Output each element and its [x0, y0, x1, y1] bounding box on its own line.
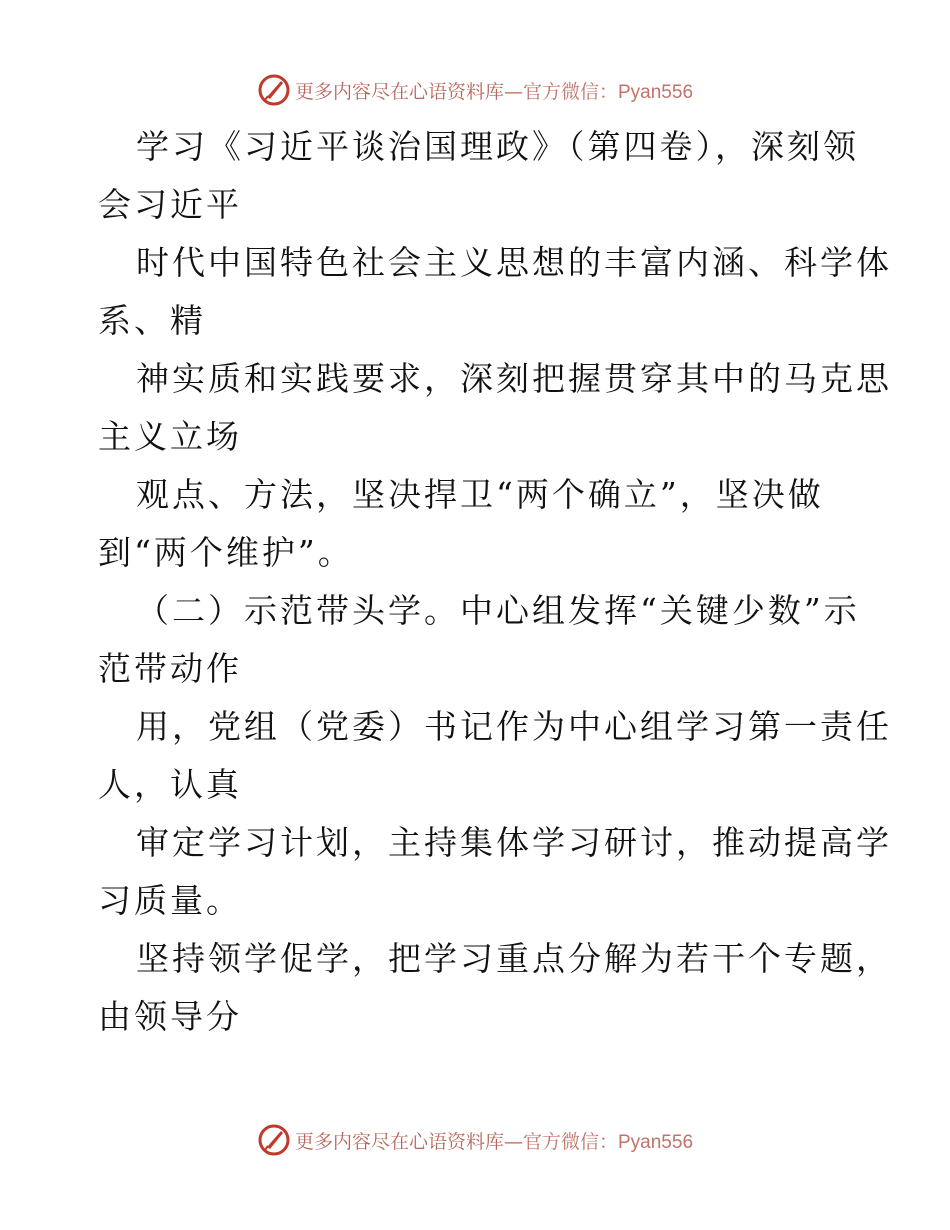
header-banner — [0, 70, 950, 110]
text-line: 观点、方法，坚决捍卫“两个确立”，坚决做 — [136, 475, 824, 514]
text-line: 主义立场 — [98, 417, 242, 456]
quill-logo-icon — [257, 1123, 291, 1157]
text-line: （二）示范带头学。中心组发挥“关键少数”示 — [136, 591, 860, 630]
text-line: 时代中国特色社会主义思想的丰富内涵、科学体 — [136, 243, 892, 282]
text-line: 学习《习近平谈治国理政》（第四卷），深刻领 — [136, 127, 859, 166]
text-line: 坚持领学促学，把学习重点分解为若干个专题， — [136, 939, 892, 978]
banner-wechat: 官方微信：Pyan556 — [523, 1131, 694, 1153]
quill-logo-icon — [257, 73, 291, 107]
text-line: 系、精 — [98, 301, 206, 340]
document-body — [98, 118, 892, 1046]
text-line: 神实质和实践要求，深刻把握贯穿其中的马克思 — [136, 359, 892, 398]
footer-banner — [0, 1120, 950, 1160]
banner-text: 更多内容尽在心语资料库— — [294, 80, 523, 103]
text-line: 到“两个维护”。 — [98, 533, 354, 572]
banner-wechat: 官方微信：Pyan556 — [523, 81, 694, 103]
text-line: 审定学习计划，主持集体学习研讨，推动提高学 — [136, 823, 892, 862]
text-line: 范带动作 — [98, 649, 242, 688]
text-line: 人，认真 — [98, 765, 242, 804]
text-line: 由领导分 — [98, 997, 242, 1036]
text-line: 用，党组（党委）书记作为中心组学习第一责任 — [136, 707, 892, 746]
text-line: 会习近平 — [98, 185, 242, 224]
text-line: 习质量。 — [98, 881, 242, 920]
banner-text: 更多内容尽在心语资料库— — [294, 1130, 523, 1153]
